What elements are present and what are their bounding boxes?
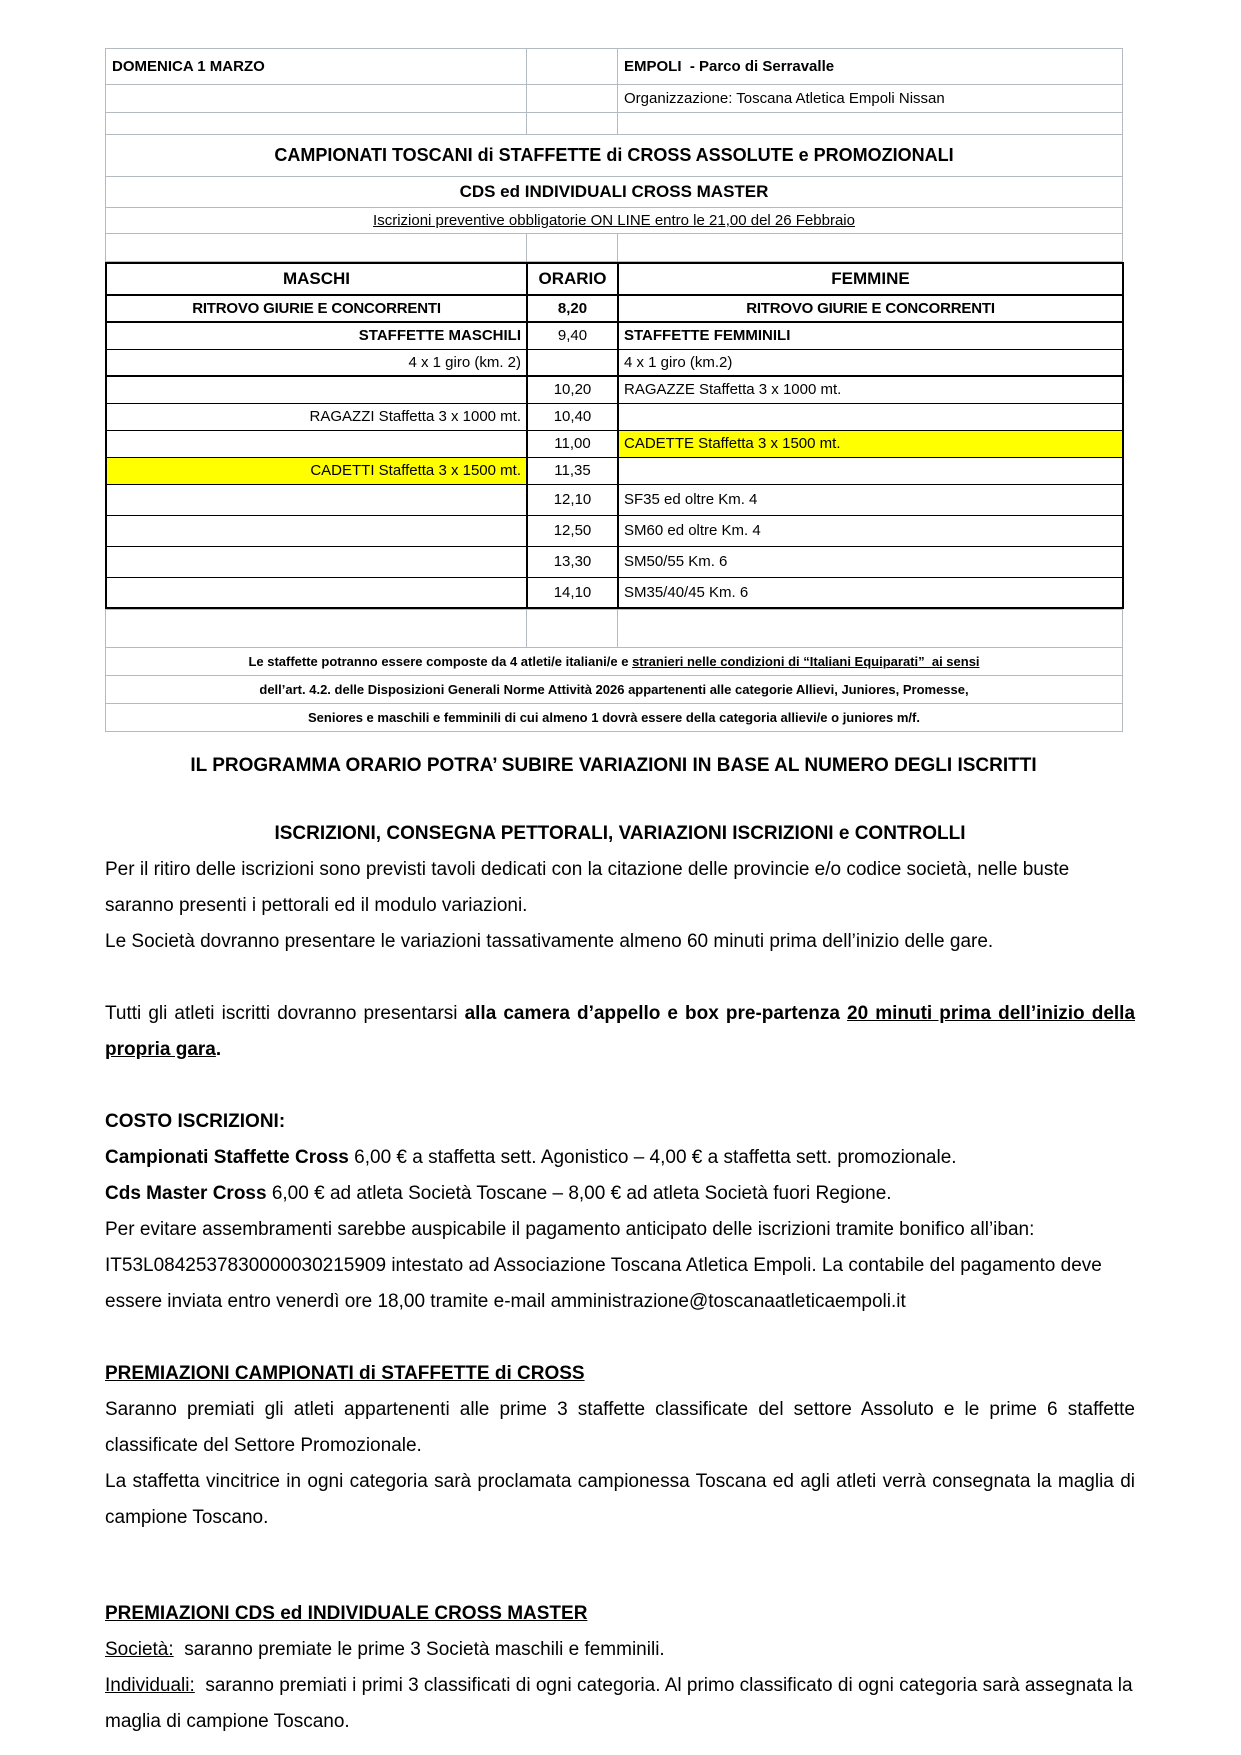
table-row — [106, 234, 1123, 262]
maschi-cell — [106, 515, 527, 546]
schedule-row — [106, 349, 1123, 376]
registration-deadline: Iscrizioni preventive obbligatorie ON LINE entro le 21,00 del 26 Febbraio — [106, 208, 1123, 234]
costo-staffette-label: Campionati Staffette Cross — [105, 1147, 349, 1168]
femmine-cell: STAFFETTE FEMMINILI — [618, 322, 1123, 349]
empty-cell — [527, 113, 618, 135]
empty-cell — [106, 610, 527, 648]
table-row — [106, 135, 1123, 177]
time-cell: 12,10 — [527, 484, 618, 515]
schedule-row — [106, 295, 1123, 322]
premiazioni-staffette-paragraph-2: La staffetta vincitrice in ogni categoria sarà proclamata campionessa Toscana ed agli atleti verrà consegnata la maglia di campione Toscano. — [105, 1471, 1135, 1528]
schedule-row — [106, 577, 1123, 608]
time-cell: 14,10 — [527, 577, 618, 608]
camera-appello-paragraph — [105, 996, 1135, 1068]
maschi-cell: STAFFETTE MASCHILI — [106, 322, 527, 349]
time-cell: 13,30 — [527, 546, 618, 577]
time-cell: 10,20 — [527, 376, 618, 403]
maschi-cell — [106, 546, 527, 577]
schedule-row — [106, 484, 1123, 515]
camera-appello-normal: Tutti gli atleti iscritti dovranno presentarsi — [105, 1003, 465, 1024]
time-cell: 11,00 — [527, 430, 618, 457]
table-row — [106, 704, 1123, 732]
individuali-label: Individuali: — [105, 1675, 195, 1696]
individuali-text: saranno premiati i primi 3 classificati di ogni categoria. Al primo classificato di ogni categoria sarà assegnata la maglia di campione Toscano. — [105, 1675, 1138, 1732]
program-variation-notice: IL PROGRAMMA ORARIO POTRA’ SUBIRE VARIAZIONI IN BASE AL NUMERO DEGLI ISCRITTI — [190, 755, 1037, 776]
note-line-3: Seniores e maschili e femminili di cui almeno 1 dovrà essere della categoria allievi/e o juniores m/f. — [106, 704, 1123, 732]
event-header-and-schedule — [105, 48, 1122, 732]
iscrizioni-paragraph-2: Le Società dovranno presentare le variazioni tassativamente almeno 60 minuti prima dell’inizio delle gare. — [105, 931, 994, 952]
schedule-row — [106, 322, 1123, 349]
table-row — [106, 113, 1123, 135]
table-row — [106, 49, 1123, 85]
document-body — [105, 816, 1138, 1740]
femmine-cell — [618, 403, 1123, 430]
femmine-cell: SM60 ed oltre Km. 4 — [618, 515, 1123, 546]
note-line-2: dell’art. 4.2. delle Disposizioni Generali Norme Attività 2026 appartenenti alle categorie Allievi, Juniores, Promesse, — [106, 676, 1123, 704]
note-line-1-normal: Le staffette potranno essere composte da 4 atleti/e italiani/e e — [248, 654, 633, 669]
empty-cell — [527, 85, 618, 113]
costo-staffette-paragraph — [105, 1140, 1135, 1176]
empty-cell — [106, 113, 527, 135]
schedule-row — [106, 546, 1123, 577]
column-header-orario: ORARIO — [527, 263, 618, 295]
maschi-cell — [106, 376, 527, 403]
pagamento-paragraph: Per evitare assembramenti sarebbe auspicabile il pagamento anticipato delle iscrizioni tramite bonifico all’iban: IT53L0842537830000030215909 intestato ad Associazione Toscana Atletica Empoli. La contabile del pagamento deve essere inviata entro venerdì ore 18,00 tramite e-mail amministrazione@toscanaatleticaempoli.it — [105, 1219, 1113, 1312]
event-location: EMPOLI - Parco di Serravalle — [618, 49, 1123, 85]
empty-cell — [527, 49, 618, 85]
section-heading-premiazioni-staffette: PREMIAZIONI CAMPIONATI di STAFFETTE di CROSS — [105, 1363, 585, 1384]
femmine-cell: RAGAZZE Staffetta 3 x 1000 mt. — [618, 376, 1123, 403]
femmine-cell: RITROVO GIURIE E CONCORRENTI — [618, 295, 1123, 322]
schedule-row — [106, 403, 1123, 430]
table-row — [106, 85, 1123, 113]
column-header-maschi: MASCHI — [106, 263, 527, 295]
societa-text: saranno premiate le prime 3 Società maschili e femminili. — [173, 1639, 665, 1660]
empty-cell — [527, 234, 618, 262]
societa-label: Società: — [105, 1639, 174, 1660]
premiazioni-individuali-paragraph — [105, 1668, 1138, 1740]
event-info-table — [105, 48, 1123, 262]
table-row — [106, 676, 1123, 704]
empty-cell — [618, 610, 1123, 648]
table-row — [106, 610, 1123, 648]
camera-appello-period: . — [215, 1039, 222, 1060]
event-title-secondary: CDS ed INDIVIDUALI CROSS MASTER — [106, 177, 1123, 208]
maschi-cell: RITROVO GIURIE E CONCORRENTI — [106, 295, 527, 322]
iscrizioni-paragraph-1: Per il ritiro delle iscrizioni sono previsti tavoli dedicati con la citazione delle provincie e/o codice società, nelle buste saranno presenti i pettorali ed il modulo variazioni. — [105, 859, 1070, 916]
schedule-row — [106, 430, 1123, 457]
relay-rules-notes-table — [105, 609, 1123, 732]
empty-cell — [618, 113, 1123, 135]
maschi-cell — [106, 484, 527, 515]
schedule-row — [106, 457, 1123, 484]
premiazioni-staffette-paragraph-1: Saranno premiati gli atleti appartenenti alle prime 3 staffette classificate del settore Assoluto e le prime 6 staffette classificate del Settore Promozionale. — [105, 1399, 1135, 1456]
empty-cell — [618, 234, 1123, 262]
premiazioni-societa-paragraph — [105, 1632, 1135, 1668]
time-cell: 12,50 — [527, 515, 618, 546]
schedule-header-row — [106, 263, 1123, 295]
empty-cell — [106, 85, 527, 113]
schedule-row — [106, 376, 1123, 403]
event-title-main: CAMPIONATI TOSCANI di STAFFETTE di CROSS ASSOLUTE e PROMOZIONALI — [106, 135, 1123, 177]
camera-appello-bold: alla camera d’appello e box pre-partenza — [464, 1003, 848, 1024]
note-line-1 — [106, 648, 1123, 676]
table-row — [106, 648, 1123, 676]
section-heading-premiazioni-master: PREMIAZIONI CDS ed INDIVIDUALE CROSS MASTER — [105, 1603, 588, 1624]
maschi-cell — [106, 577, 527, 608]
maschi-cell-highlighted: CADETTI Staffetta 3 x 1500 mt. — [106, 457, 527, 484]
event-date: DOMENICA 1 MARZO — [106, 49, 527, 85]
femmine-cell — [618, 457, 1123, 484]
maschi-cell: RAGAZZI Staffetta 3 x 1000 mt. — [106, 403, 527, 430]
costo-staffette-text: 6,00 € a staffetta sett. Agonistico – 4,00 € a staffetta sett. promozionale. — [348, 1147, 957, 1168]
table-row — [106, 177, 1123, 208]
section-heading-iscrizioni: ISCRIZIONI, CONSEGNA PETTORALI, VARIAZIONI ISCRIZIONI e CONTROLLI — [274, 823, 966, 844]
femmine-cell-highlighted: CADETTE Staffetta 3 x 1500 mt. — [618, 430, 1123, 457]
time-cell: 10,40 — [527, 403, 618, 430]
note-line-1-underlined: stranieri nelle condizioni di “Italiani Equiparati” ai sensi — [632, 654, 980, 669]
femmine-cell: SM35/40/45 Km. 6 — [618, 577, 1123, 608]
maschi-cell: 4 x 1 giro (km. 2) — [106, 349, 527, 376]
table-row — [106, 208, 1123, 234]
time-cell — [527, 349, 618, 376]
schedule-row — [106, 515, 1123, 546]
empty-cell — [527, 610, 618, 648]
femmine-cell: SM50/55 Km. 6 — [618, 546, 1123, 577]
femmine-cell: 4 x 1 giro (km.2) — [618, 349, 1123, 376]
costo-master-paragraph — [105, 1176, 1135, 1212]
column-header-femmine: FEMMINE — [618, 263, 1123, 295]
femmine-cell: SF35 ed oltre Km. 4 — [618, 484, 1123, 515]
time-cell: 9,40 — [527, 322, 618, 349]
camera-appello-bold-underline: 20 minuti prima dell’inizio della propria gara — [105, 1003, 1136, 1060]
race-schedule-table — [105, 262, 1124, 609]
event-organization: Organizzazione: Toscana Atletica Empoli Nissan — [618, 85, 1123, 113]
costo-master-label: Cds Master Cross — [105, 1183, 267, 1204]
costo-master-text: 6,00 € ad atleta Società Toscane – 8,00 € ad atleta Società fuori Regione. — [266, 1183, 892, 1204]
maschi-cell — [106, 430, 527, 457]
empty-cell — [106, 234, 527, 262]
section-heading-costo: COSTO ISCRIZIONI: — [105, 1111, 286, 1132]
time-cell: 8,20 — [527, 295, 618, 322]
time-cell: 11,35 — [527, 457, 618, 484]
